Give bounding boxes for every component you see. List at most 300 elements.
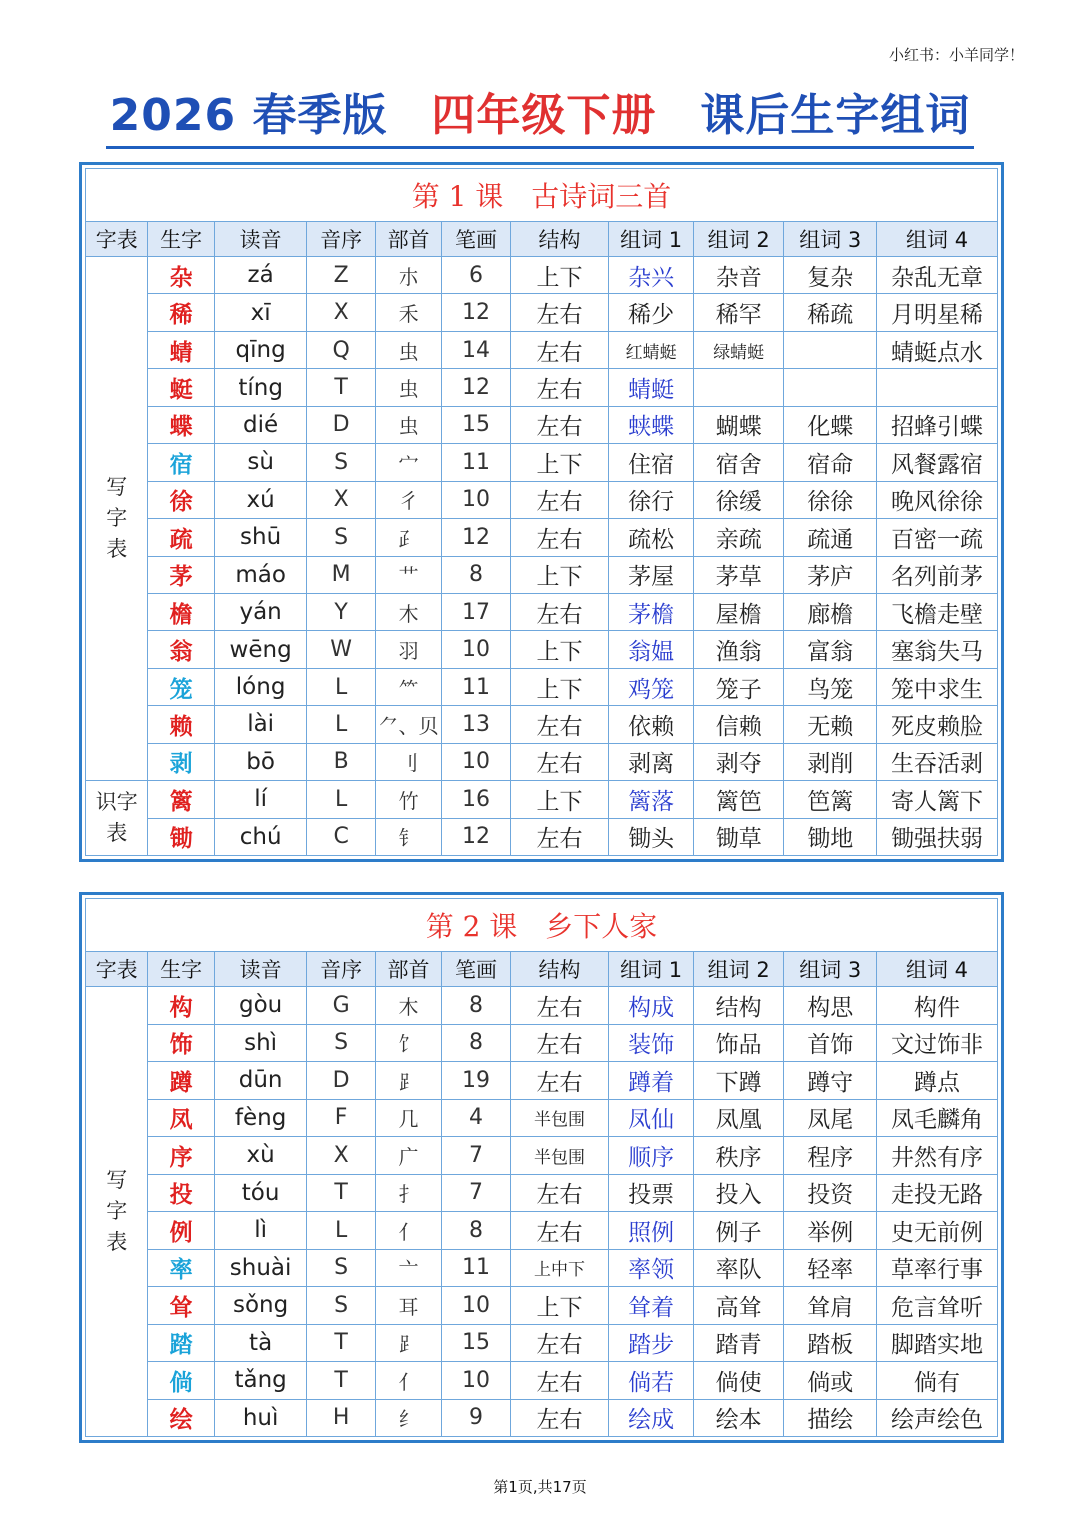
- word-3: 稀疏: [784, 294, 877, 331]
- word-2: 例子: [693, 1212, 784, 1250]
- pinyin: lí: [214, 781, 307, 818]
- word-4: 百密一疏: [877, 519, 998, 556]
- word-4: 草率行事: [877, 1249, 998, 1287]
- structure: 左右: [510, 481, 609, 518]
- character: 序: [148, 1137, 214, 1175]
- word-1: 蜻蜓: [609, 369, 694, 406]
- word-4: [877, 369, 998, 406]
- word-4: 塞翁失马: [877, 631, 998, 668]
- word-1: 茅屋: [609, 556, 694, 593]
- stroke-count: 7: [442, 1174, 510, 1212]
- column-header: 部首: [375, 952, 441, 987]
- character: 茅: [148, 556, 214, 593]
- header-row: [86, 222, 998, 257]
- title-edition: 2026 春季版: [109, 90, 388, 141]
- stroke-count: 19: [442, 1062, 510, 1100]
- radical: 虫: [375, 406, 441, 443]
- table-row: [86, 987, 998, 1025]
- structure: 左右: [510, 369, 609, 406]
- word-1: 翁媪: [609, 631, 694, 668]
- group-label: 识字 表: [86, 781, 148, 856]
- word-1: 住宿: [609, 444, 694, 481]
- word-2: 剥夺: [693, 743, 784, 780]
- table-row: [86, 369, 998, 406]
- table-row: [86, 331, 998, 368]
- structure: 上下: [510, 556, 609, 593]
- group-label: 写 字 表: [86, 987, 148, 1437]
- initial-letter: S: [307, 1249, 375, 1287]
- stroke-count: 15: [442, 1324, 510, 1362]
- column-header: 组词 2: [693, 222, 784, 257]
- radical: ⺪: [375, 519, 441, 556]
- initial-letter: X: [307, 294, 375, 331]
- word-2: 凤凰: [693, 1099, 784, 1137]
- radical: 亻: [375, 1362, 441, 1400]
- pinyin: zá: [214, 257, 307, 294]
- lesson-title-row: [86, 169, 998, 222]
- table-row: [86, 668, 998, 705]
- character: 稀: [148, 294, 214, 331]
- initial-letter: L: [307, 668, 375, 705]
- stroke-count: 15: [442, 406, 510, 443]
- initial-letter: C: [307, 818, 375, 855]
- lesson-2-table: [85, 898, 998, 1437]
- structure: 上下: [510, 781, 609, 818]
- radical: 虫: [375, 331, 441, 368]
- character: 篱: [148, 781, 214, 818]
- pinyin: lóng: [214, 668, 307, 705]
- table-row: [86, 1399, 998, 1437]
- word-4: 笼中求生: [877, 668, 998, 705]
- structure: 上下: [510, 668, 609, 705]
- character: 杂: [148, 257, 214, 294]
- character: 疏: [148, 519, 214, 556]
- word-3: 投资: [784, 1174, 877, 1212]
- pinyin: lài: [214, 706, 307, 743]
- radical: 广: [375, 1137, 441, 1175]
- word-1: 疏松: [609, 519, 694, 556]
- table-row: [86, 1062, 998, 1100]
- character: 率: [148, 1249, 214, 1287]
- structure: 上下: [510, 631, 609, 668]
- table-row: [86, 1249, 998, 1287]
- character: 檐: [148, 593, 214, 630]
- radical: 亠: [375, 1249, 441, 1287]
- pinyin: xī: [214, 294, 307, 331]
- initial-letter: S: [307, 519, 375, 556]
- word-1: 投票: [609, 1174, 694, 1212]
- table-row: [86, 481, 998, 518]
- character: 倘: [148, 1362, 214, 1400]
- table-row: [86, 257, 998, 294]
- word-1: 凤仙: [609, 1099, 694, 1137]
- page-title: [106, 88, 975, 149]
- structure: 左右: [510, 1062, 609, 1100]
- word-1: 篱落: [609, 781, 694, 818]
- table-row: [86, 1324, 998, 1362]
- word-3: 轻率: [784, 1249, 877, 1287]
- column-header: 结构: [510, 222, 609, 257]
- word-3: 蹲守: [784, 1062, 877, 1100]
- stroke-count: 10: [442, 481, 510, 518]
- initial-letter: T: [307, 1362, 375, 1400]
- table-row: [86, 444, 998, 481]
- initial-letter: M: [307, 556, 375, 593]
- character: 赖: [148, 706, 214, 743]
- pinyin: tóu: [214, 1174, 307, 1212]
- column-header: 字表: [86, 952, 148, 987]
- word-1: 装饰: [609, 1024, 694, 1062]
- stroke-count: 11: [442, 1249, 510, 1287]
- word-3: 鸟笼: [784, 668, 877, 705]
- word-2: 信赖: [693, 706, 784, 743]
- word-3: 宿命: [784, 444, 877, 481]
- word-3: 构思: [784, 987, 877, 1025]
- word-3: 复杂: [784, 257, 877, 294]
- word-4: 飞檐走壁: [877, 593, 998, 630]
- word-1: 绘成: [609, 1399, 694, 1437]
- pinyin: shuài: [214, 1249, 307, 1287]
- character: 蝶: [148, 406, 214, 443]
- initial-letter: H: [307, 1399, 375, 1437]
- pinyin: máo: [214, 556, 307, 593]
- initial-letter: S: [307, 444, 375, 481]
- structure: 左右: [510, 1024, 609, 1062]
- stroke-count: 12: [442, 294, 510, 331]
- title-grade: 四年级下册: [431, 90, 657, 141]
- word-4: 寄人篱下: [877, 781, 998, 818]
- initial-letter: F: [307, 1099, 375, 1137]
- stroke-count: 7: [442, 1137, 510, 1175]
- word-1: 徐行: [609, 481, 694, 518]
- character: 蹲: [148, 1062, 214, 1100]
- word-3: 徐徐: [784, 481, 877, 518]
- word-4: 凤毛麟角: [877, 1099, 998, 1137]
- column-header: 生字: [148, 222, 214, 257]
- lesson-title: 第 2 课 乡下人家: [86, 899, 998, 952]
- character: 翁: [148, 631, 214, 668]
- initial-letter: X: [307, 481, 375, 518]
- column-header: 笔画: [442, 952, 510, 987]
- word-1: 杂兴: [609, 257, 694, 294]
- word-4: 蹲点: [877, 1062, 998, 1100]
- pinyin: tíng: [214, 369, 307, 406]
- word-2: 投入: [693, 1174, 784, 1212]
- column-header: 生字: [148, 952, 214, 987]
- structure: 左右: [510, 294, 609, 331]
- word-4: 构件: [877, 987, 998, 1025]
- pinyin: tǎng: [214, 1362, 307, 1400]
- column-header: 部首: [375, 222, 441, 257]
- word-4: 文过饰非: [877, 1024, 998, 1062]
- word-3: 程序: [784, 1137, 877, 1175]
- structure: 上下: [510, 257, 609, 294]
- radical: 朩: [375, 257, 441, 294]
- character: 蜻: [148, 331, 214, 368]
- word-4: 史无前例: [877, 1212, 998, 1250]
- lesson-2-frame: [79, 892, 1004, 1443]
- pinyin: huì: [214, 1399, 307, 1437]
- initial-letter: T: [307, 1324, 375, 1362]
- character: 蜓: [148, 369, 214, 406]
- pinyin: shū: [214, 519, 307, 556]
- character: 耸: [148, 1287, 214, 1325]
- word-4: 走投无路: [877, 1174, 998, 1212]
- word-4: 月明星稀: [877, 294, 998, 331]
- group-label: 写 字 表: [86, 257, 148, 781]
- word-2: 茅草: [693, 556, 784, 593]
- structure: 半包围: [510, 1099, 609, 1137]
- word-1: 蛱蝶: [609, 406, 694, 443]
- column-header: 笔画: [442, 222, 510, 257]
- structure: 左右: [510, 743, 609, 780]
- structure: 左右: [510, 1212, 609, 1250]
- stroke-count: 12: [442, 519, 510, 556]
- word-2: 杂音: [693, 257, 784, 294]
- radical: 钅: [375, 818, 441, 855]
- column-header: 组词 1: [609, 952, 694, 987]
- structure: 上中下: [510, 1249, 609, 1287]
- radical: 刂: [375, 743, 441, 780]
- column-header: 组词 3: [784, 222, 877, 257]
- radical: 羽: [375, 631, 441, 668]
- structure: 左右: [510, 1362, 609, 1400]
- word-3: 茅庐: [784, 556, 877, 593]
- character: 绘: [148, 1399, 214, 1437]
- word-1: 鸡笼: [609, 668, 694, 705]
- word-3: 描绘: [784, 1399, 877, 1437]
- table-row: [86, 1099, 998, 1137]
- word-2: [693, 369, 784, 406]
- stroke-count: 8: [442, 987, 510, 1025]
- word-1: 红蜻蜓: [609, 331, 694, 368]
- table-row: [86, 1137, 998, 1175]
- initial-letter: T: [307, 1174, 375, 1212]
- word-3: 耸肩: [784, 1287, 877, 1325]
- structure: 上下: [510, 444, 609, 481]
- column-header: 结构: [510, 952, 609, 987]
- word-2: 绿蜻蜓: [693, 331, 784, 368]
- column-header: 组词 4: [877, 952, 998, 987]
- word-1: 茅檐: [609, 593, 694, 630]
- word-4: 井然有序: [877, 1137, 998, 1175]
- word-4: 风餐露宿: [877, 444, 998, 481]
- radical: 彳: [375, 481, 441, 518]
- pinyin: lì: [214, 1212, 307, 1250]
- radical: 禾: [375, 294, 441, 331]
- lesson-1-table: [85, 168, 998, 856]
- structure: 左右: [510, 593, 609, 630]
- initial-letter: L: [307, 706, 375, 743]
- word-4: 危言耸听: [877, 1287, 998, 1325]
- structure: 左右: [510, 406, 609, 443]
- pinyin: wēng: [214, 631, 307, 668]
- structure: 左右: [510, 706, 609, 743]
- pinyin: chú: [214, 818, 307, 855]
- stroke-count: 12: [442, 818, 510, 855]
- table-row: [86, 781, 998, 818]
- character: 例: [148, 1212, 214, 1250]
- initial-letter: Q: [307, 331, 375, 368]
- initial-letter: Z: [307, 257, 375, 294]
- stroke-count: 8: [442, 1212, 510, 1250]
- lesson-title: 第 1 课 古诗词三首: [86, 169, 998, 222]
- radical: 亻: [375, 1212, 441, 1250]
- word-3: 锄地: [784, 818, 877, 855]
- word-4: 生吞活剥: [877, 743, 998, 780]
- table-row: [86, 1287, 998, 1325]
- pinyin: xú: [214, 481, 307, 518]
- word-3: 剥削: [784, 743, 877, 780]
- table-row: [86, 556, 998, 593]
- column-header: 组词 1: [609, 222, 694, 257]
- word-4: 锄强扶弱: [877, 818, 998, 855]
- radical: 虫: [375, 369, 441, 406]
- word-2: 稀罕: [693, 294, 784, 331]
- stroke-count: 10: [442, 743, 510, 780]
- radical: 几: [375, 1099, 441, 1137]
- radical: 饣: [375, 1024, 441, 1062]
- word-4: 名列前茅: [877, 556, 998, 593]
- initial-letter: D: [307, 1062, 375, 1100]
- table-row: [86, 1362, 998, 1400]
- table-row: [86, 1212, 998, 1250]
- column-header: 组词 3: [784, 952, 877, 987]
- pinyin: shì: [214, 1024, 307, 1062]
- radical: ⻊: [375, 1062, 441, 1100]
- structure: 上下: [510, 1287, 609, 1325]
- word-3: [784, 331, 877, 368]
- word-3: 富翁: [784, 631, 877, 668]
- column-header: 组词 4: [877, 222, 998, 257]
- table-row: [86, 818, 998, 855]
- word-3: 踏板: [784, 1324, 877, 1362]
- radical: 竹: [375, 781, 441, 818]
- word-2: 倘使: [693, 1362, 784, 1400]
- word-2: 率队: [693, 1249, 784, 1287]
- pinyin: bō: [214, 743, 307, 780]
- word-3: 倘或: [784, 1362, 877, 1400]
- word-2: 渔翁: [693, 631, 784, 668]
- word-3: 疏通: [784, 519, 877, 556]
- word-1: 构成: [609, 987, 694, 1025]
- title-topic: 课后生字组词: [700, 90, 971, 141]
- table-row: [86, 1174, 998, 1212]
- character: 构: [148, 987, 214, 1025]
- initial-letter: Y: [307, 593, 375, 630]
- character: 剥: [148, 743, 214, 780]
- word-1: 率领: [609, 1249, 694, 1287]
- word-1: 稀少: [609, 294, 694, 331]
- word-1: 顺序: [609, 1137, 694, 1175]
- structure: 半包围: [510, 1137, 609, 1175]
- column-header: 字表: [86, 222, 148, 257]
- pinyin: dié: [214, 406, 307, 443]
- table-row: [86, 406, 998, 443]
- stroke-count: 4: [442, 1099, 510, 1137]
- radical: ⻊: [375, 1324, 441, 1362]
- column-header: 音序: [307, 222, 375, 257]
- word-3: 化蝶: [784, 406, 877, 443]
- stroke-count: 11: [442, 444, 510, 481]
- stroke-count: 16: [442, 781, 510, 818]
- word-2: 绘本: [693, 1399, 784, 1437]
- stroke-count: 10: [442, 1287, 510, 1325]
- pinyin: dūn: [214, 1062, 307, 1100]
- structure: 左右: [510, 331, 609, 368]
- radical: 宀: [375, 444, 441, 481]
- word-4: 杂乱无章: [877, 257, 998, 294]
- structure: 左右: [510, 1399, 609, 1437]
- column-header: 读音: [214, 222, 307, 257]
- structure: 左右: [510, 1174, 609, 1212]
- structure: 左右: [510, 1324, 609, 1362]
- pinyin: fèng: [214, 1099, 307, 1137]
- word-1: 耸着: [609, 1287, 694, 1325]
- radical: 木: [375, 987, 441, 1025]
- table-row: [86, 631, 998, 668]
- initial-letter: G: [307, 987, 375, 1025]
- initial-letter: L: [307, 781, 375, 818]
- table-row: [86, 593, 998, 630]
- character: 宿: [148, 444, 214, 481]
- radical: 耳: [375, 1287, 441, 1325]
- table-row: [86, 706, 998, 743]
- character: 徐: [148, 481, 214, 518]
- pinyin: yán: [214, 593, 307, 630]
- word-2: 蝴蝶: [693, 406, 784, 443]
- word-2: 饰品: [693, 1024, 784, 1062]
- stroke-count: 10: [442, 1362, 510, 1400]
- word-4: 绘声绘色: [877, 1399, 998, 1437]
- word-1: 倘若: [609, 1362, 694, 1400]
- initial-letter: X: [307, 1137, 375, 1175]
- word-4: 招蜂引蝶: [877, 406, 998, 443]
- pinyin: sǒng: [214, 1287, 307, 1325]
- word-4: 蜻蜓点水: [877, 331, 998, 368]
- word-3: 笆篱: [784, 781, 877, 818]
- pinyin: xù: [214, 1137, 307, 1175]
- initial-letter: S: [307, 1287, 375, 1325]
- table-row: [86, 1024, 998, 1062]
- radical: ⺮: [375, 668, 441, 705]
- pinyin: qīng: [214, 331, 307, 368]
- character: 投: [148, 1174, 214, 1212]
- word-4: 晚风徐徐: [877, 481, 998, 518]
- word-2: 屋檐: [693, 593, 784, 630]
- stroke-count: 6: [442, 257, 510, 294]
- initial-letter: B: [307, 743, 375, 780]
- word-3: 凤尾: [784, 1099, 877, 1137]
- stroke-count: 8: [442, 556, 510, 593]
- column-header: 读音: [214, 952, 307, 987]
- word-1: 依赖: [609, 706, 694, 743]
- page-title-wrap: [0, 88, 1080, 149]
- word-2: 高耸: [693, 1287, 784, 1325]
- word-2: 锄草: [693, 818, 784, 855]
- word-2: 下蹲: [693, 1062, 784, 1100]
- table-row: [86, 294, 998, 331]
- table-row: [86, 743, 998, 780]
- stroke-count: 14: [442, 331, 510, 368]
- word-1: 蹲着: [609, 1062, 694, 1100]
- lesson-title-row: [86, 899, 998, 952]
- radical: 木: [375, 593, 441, 630]
- initial-letter: T: [307, 369, 375, 406]
- header-row: [86, 952, 998, 987]
- radical: ⺈、贝: [375, 706, 441, 743]
- initial-letter: L: [307, 1212, 375, 1250]
